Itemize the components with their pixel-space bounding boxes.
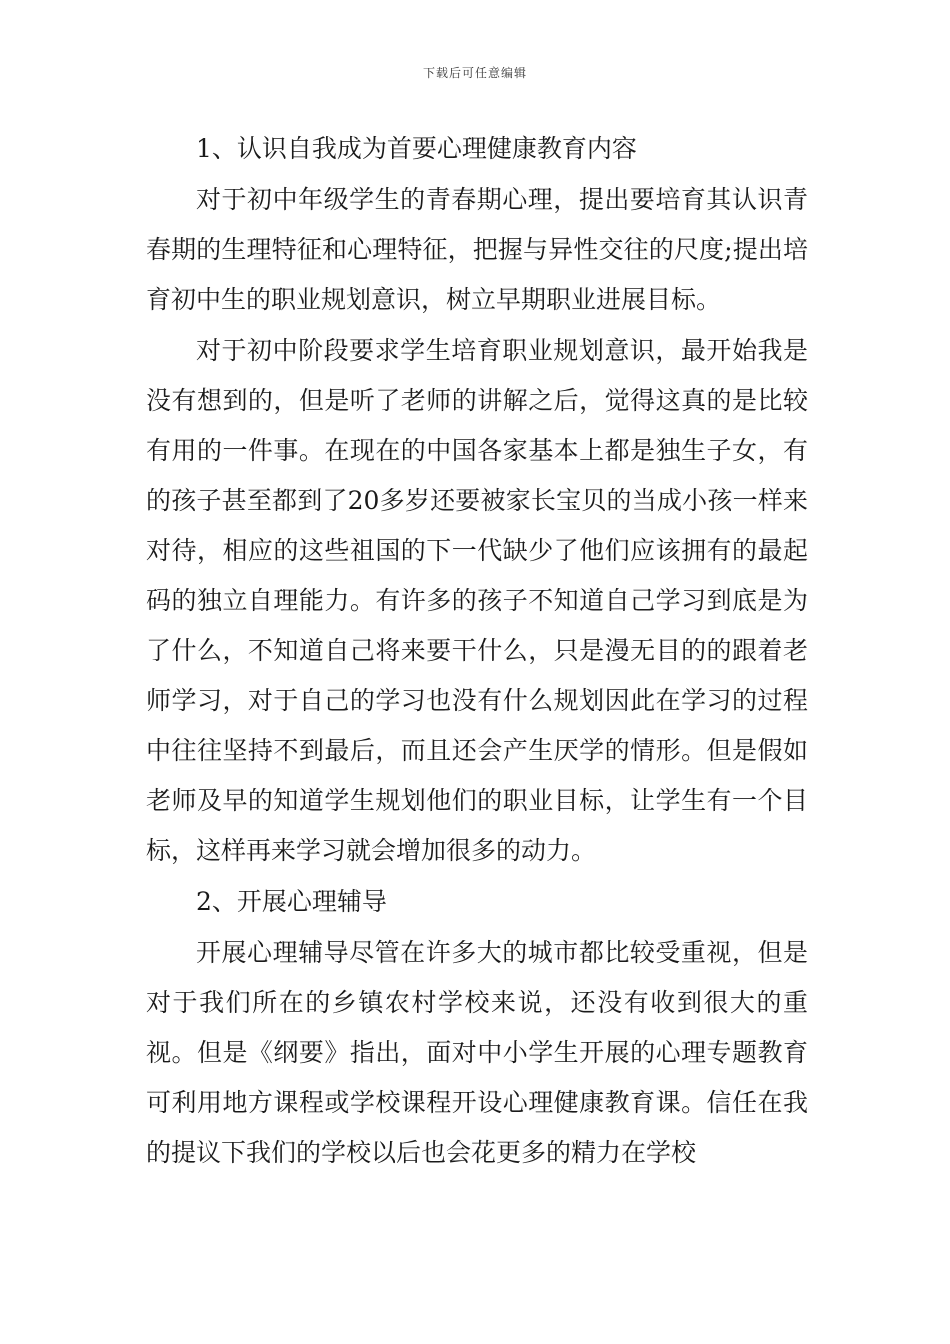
paragraph-1: 对于初中年级学生的青春期心理，提出要培育其认识青春期的生理特征和心理特征，把握与异性交往的尺度;提出培育初中生的职业规划意识，树立早期职业进展目标。 [146, 185, 808, 314]
paragraph-3: 开展心理辅导尽管在许多大的城市都比较受重视，但是对于我们所在的乡镇农村学校来说，还没有收到很大的重视。但是《纲要》指出，面对中小学生开展的心理专题教育可利用地方课程或学校课程开设心理健康教育课。信任在我的提议下我们的学校以后也会花更多的精力在学校 [146, 938, 808, 1167]
section-heading-2: 2、开展心理辅导 [196, 887, 387, 916]
section-heading-1: 1、认识自我成为首要心理健康教育内容 [196, 134, 637, 163]
page-header: 下载后可任意编辑 [422, 66, 527, 80]
document-body [146, 124, 808, 1179]
paragraph-2: 对于初中阶段要求学生培育职业规划意识，最开始我是没有想到的，但是听了老师的讲解之后，觉得这真的是比较有用的一件事。在现在的中国各家基本上都是独生子女，有的孩子甚至都到了20多岁还要被家长宝贝的当成小孩一样来对待，相应的这些祖国的下一代缺少了他们应该拥有的最起码的独立自理能力。有许多的孩子不知道自己学习到底是为了什么，不知道自己将来要干什么，只是漫无目的的跟着老师学习，对于自己的学习也没有什么规划因此在学习的过程中往往坚持不到最后，而且还会产生厌学的情形。但是假如老师及早的知道学生规划他们的职业目标，让学生有一个目标，这样再来学习就会增加很多的动力。 [146, 336, 808, 865]
